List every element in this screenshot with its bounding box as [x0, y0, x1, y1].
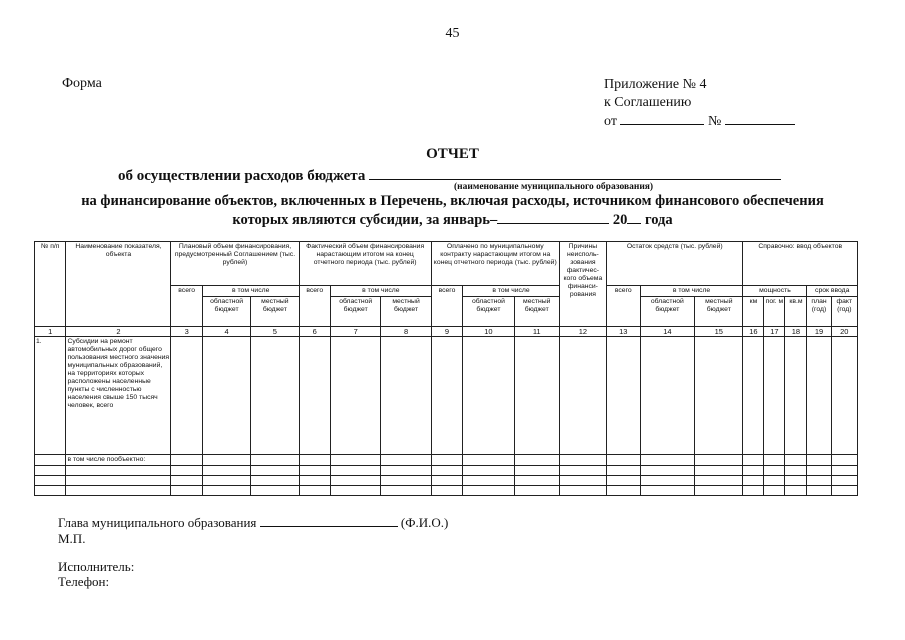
municipality-note: (наименование муниципального образования) [454, 182, 654, 192]
subtitle-2-part-c: года [644, 212, 673, 228]
report-subtitle-1 [118, 165, 781, 185]
column-number: 15 [695, 327, 743, 337]
header-plan-regional: областной бюджет [202, 297, 250, 327]
executor-block [58, 559, 134, 589]
column-number: 19 [807, 327, 831, 337]
subtitle-1-text: об осуществлении расходов бюджета [118, 168, 366, 184]
signature-blank [260, 514, 398, 527]
table-cell [202, 337, 250, 455]
header-plan-total: всего [171, 286, 202, 327]
table-cell [463, 337, 514, 455]
table-row [35, 466, 858, 476]
municipality-blank [369, 165, 781, 180]
column-number: 10 [463, 327, 514, 337]
table-cell [330, 337, 380, 455]
table-cell [171, 337, 202, 455]
column-number: 13 [607, 327, 641, 337]
header-num: № п/п [35, 242, 66, 327]
header-balance-regional: областной бюджет [640, 297, 695, 327]
column-number: 7 [330, 327, 380, 337]
column-number: 20 [831, 327, 857, 337]
table-row [35, 337, 858, 455]
column-number: 1 [35, 327, 66, 337]
column-number: 5 [251, 327, 299, 337]
column-number: 2 [66, 327, 171, 337]
table-cell [559, 337, 606, 455]
header-fact-local: местный бюджет [381, 297, 431, 327]
subtitle-2-line2 [0, 210, 905, 229]
year-blank [627, 210, 641, 224]
table-row [35, 455, 858, 466]
header-fact: Фактический объем финансирования нарастающим итогом на конец отчетного периода (тыс. рублей) [299, 242, 431, 286]
table-cell [695, 337, 743, 455]
appendix-number-sign: № [707, 114, 722, 129]
table-row [35, 486, 858, 496]
header-reasons: Причины неисполь-зования фактичес-кого объема финанси-рования [559, 242, 606, 327]
header-balance-total: всего [607, 286, 641, 327]
table-cell [831, 337, 857, 455]
table-cell [381, 337, 431, 455]
header-paid-total: всего [431, 286, 462, 327]
executor-label: Исполнитель: [58, 559, 135, 574]
header-fact-year: факт (год) [831, 297, 857, 327]
header-plan-local: местный бюджет [251, 297, 299, 327]
column-number: 3 [171, 327, 202, 337]
form-label: Форма [62, 76, 102, 91]
table-cell [35, 455, 66, 466]
subtitle-2-part-a: которых являются субсидии, за январь– [232, 212, 498, 228]
appendix-line2: к Соглашению [604, 95, 692, 110]
header-balance-local: местный бюджет [695, 297, 743, 327]
column-number: 12 [559, 327, 606, 337]
stamp-label: М.П. [58, 531, 86, 546]
row-1-text: Субсидии на ремонт автомобильных дорог общего пользования местного значения муниципальных образований, на территориях которых расположены населенные пункты с численностью населения свыше 150 тысяч человек, всего [66, 337, 171, 455]
header-plan-incl: в том числе [202, 286, 299, 297]
header-fact-regional: областной бюджет [330, 297, 380, 327]
header-capacity: мощность [743, 286, 807, 297]
month-blank [497, 210, 609, 224]
appendix-block [604, 76, 795, 131]
head-label: Глава муниципального образования [58, 515, 257, 530]
column-number: 18 [785, 327, 807, 337]
table-cell [743, 337, 764, 455]
column-number: 4 [202, 327, 250, 337]
column-number: 11 [514, 327, 559, 337]
table-cell [251, 337, 299, 455]
column-number: 8 [381, 327, 431, 337]
table-cell [299, 337, 330, 455]
header-fact-total: всего [299, 286, 330, 327]
header-name: Наименование показателя, объекта [66, 242, 171, 327]
table-cell [640, 337, 695, 455]
appendix-from: от [604, 114, 617, 129]
page-number: 45 [445, 26, 460, 41]
column-number: 9 [431, 327, 462, 337]
subtitle-2-year-prefix: 20 [612, 212, 628, 228]
signature-block [58, 514, 448, 547]
column-number: 6 [299, 327, 330, 337]
table-cell [431, 337, 462, 455]
date-blank [620, 112, 704, 125]
header-plan-year: план (год) [807, 297, 831, 327]
table-cell [607, 337, 641, 455]
table-cell [764, 337, 785, 455]
table-row [35, 476, 858, 486]
header-km: км [743, 297, 764, 327]
header-paid-incl: в том числе [463, 286, 560, 297]
column-number: 17 [764, 327, 785, 337]
table-cell [807, 337, 831, 455]
report-title: ОТЧЕТ [426, 146, 479, 162]
number-blank [725, 112, 795, 125]
report-table [34, 241, 858, 496]
header-deadline: срок ввода [807, 286, 858, 297]
fio-label: (Ф.И.О.) [400, 515, 449, 530]
header-paid-regional: областной бюджет [463, 297, 514, 327]
appendix-date-line [604, 112, 795, 131]
column-number: 14 [640, 327, 695, 337]
header-paid-local: местный бюджет [514, 297, 559, 327]
header-pm: пог. м [764, 297, 785, 327]
signature-line [58, 514, 448, 531]
header-paid: Оплачено по муниципальному контракту нарастающим итогом на конец отчетного периода (тыс. рублей) [431, 242, 559, 286]
header-fact-incl: в том числе [330, 286, 431, 297]
header-balance: Остаток средств (тыс. рублей) [607, 242, 743, 286]
header-reference: Справочно: ввод объектов [743, 242, 858, 286]
report-subtitle-2 [0, 193, 905, 229]
subtitle-2-line1: на финансирование объектов, включенных в Перечень, включая расходы, источником финансового обеспечения [81, 193, 824, 209]
header-sqm: кв.м [785, 297, 807, 327]
column-number: 16 [743, 327, 764, 337]
row-2-text: в том числе пообъектно: [66, 455, 171, 466]
appendix-line1: Приложение № 4 [604, 77, 707, 92]
phone-label: Телефон: [58, 574, 110, 589]
row-1-number: 1. [35, 337, 66, 455]
header-plan: Плановый объем финансирования, предусмотренный Соглашением (тыс. рублей) [171, 242, 299, 286]
table-cell [514, 337, 559, 455]
table-cell [785, 337, 807, 455]
header-balance-incl: в том числе [640, 286, 743, 297]
